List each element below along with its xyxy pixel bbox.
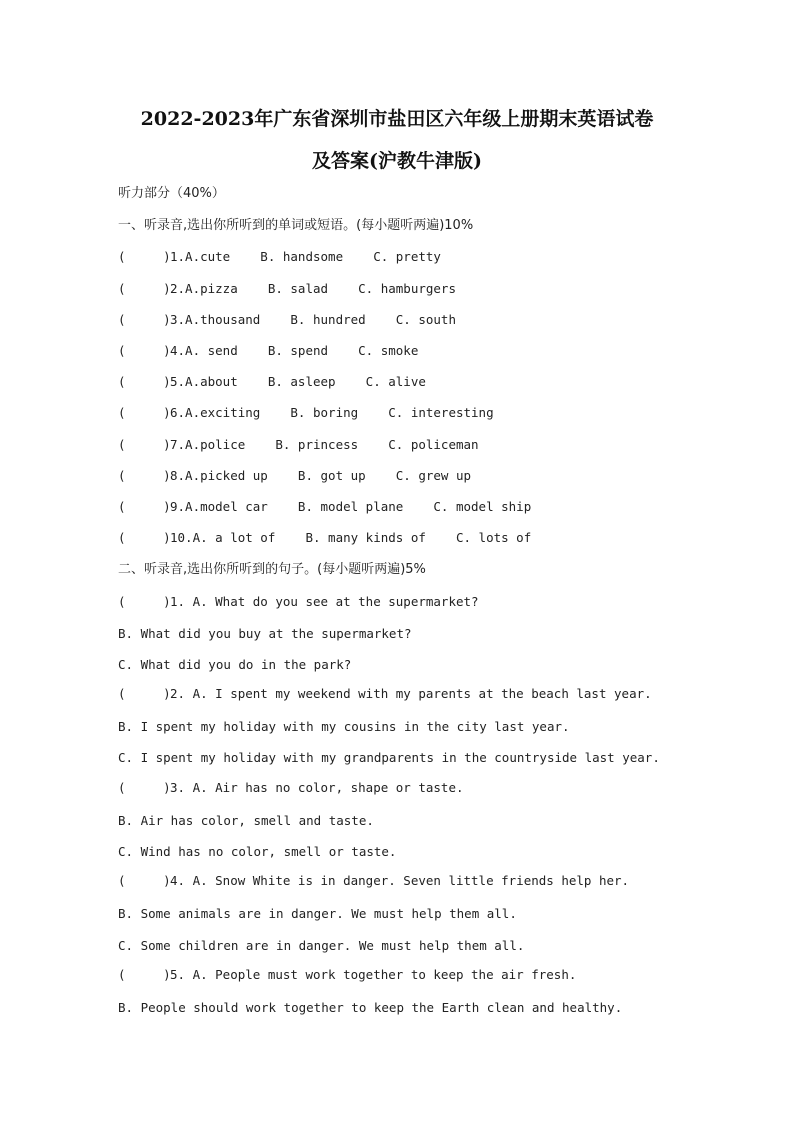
option-line: B. Some animals are in danger. We must help them all. xyxy=(118,906,517,921)
question-text: 3. A. Air has no color, shape or taste. xyxy=(170,780,464,795)
question-text: 2.A.pizza B. salad C. hamburgers xyxy=(170,281,456,296)
document-title-line2: 及答案(沪教牛津版) xyxy=(312,150,482,172)
document-title-line1: 2022-2023年广东省深圳市盐田区六年级上册期末英语试卷 xyxy=(140,108,654,130)
question-text: 8.A.picked up B. got up C. grew up xyxy=(170,468,472,483)
option-line: C. What did you do in the park? xyxy=(118,657,352,672)
answer-blank[interactable]: ( ) xyxy=(118,468,171,483)
answer-blank[interactable]: ( ) xyxy=(118,530,171,545)
option-line: B. People should work together to keep the Earth clean and healthy. xyxy=(118,1000,623,1015)
question-row xyxy=(118,407,494,420)
answer-blank[interactable]: ( ) xyxy=(118,873,171,888)
question-text: 4.A. send B. spend C. smoke xyxy=(170,343,419,358)
question-row xyxy=(118,596,479,609)
answer-blank[interactable]: ( ) xyxy=(118,499,171,514)
question-row xyxy=(118,501,531,514)
question-text: 3.A.thousand B. hundred C. south xyxy=(170,312,456,327)
option-line: C. Wind has no color, smell or taste. xyxy=(118,844,397,859)
question-text: 10.A. a lot of B. many kinds of C. lots of xyxy=(170,530,532,545)
question-row xyxy=(118,969,576,982)
question-row xyxy=(118,782,464,795)
answer-blank[interactable]: ( ) xyxy=(118,594,171,609)
answer-blank[interactable]: ( ) xyxy=(118,343,171,358)
question-row xyxy=(118,688,652,701)
question-row xyxy=(118,283,456,296)
answer-blank[interactable]: ( ) xyxy=(118,249,171,264)
part1-heading: 一、听录音,选出你所听到的单词或短语。(每小题听两遍)10% xyxy=(118,218,474,233)
question-text: 7.A.police B. princess C. policeman xyxy=(170,437,479,452)
answer-blank[interactable]: ( ) xyxy=(118,374,171,389)
section-listening-label: 听力部分（40%） xyxy=(118,186,225,201)
option-line: C. I spent my holiday with my grandparents in the countryside last year. xyxy=(118,750,660,765)
question-text: 1.A.cute B. handsome C. pretty xyxy=(170,249,441,264)
option-line: B. Air has color, smell and taste. xyxy=(118,813,374,828)
option-line: B. What did you buy at the supermarket? xyxy=(118,626,412,641)
question-row xyxy=(118,875,629,888)
question-row xyxy=(118,251,441,264)
question-row xyxy=(118,532,531,545)
question-row xyxy=(118,470,471,483)
question-text: 2. A. I spent my weekend with my parents at the beach last year. xyxy=(170,686,652,701)
question-text: 9.A.model car B. model plane C. model ship xyxy=(170,499,532,514)
question-text: 4. A. Snow White is in danger. Seven little friends help her. xyxy=(170,873,630,888)
option-line: C. Some children are in danger. We must help them all. xyxy=(118,938,525,953)
question-row xyxy=(118,314,456,327)
question-text: 5.A.about B. asleep C. alive xyxy=(170,374,426,389)
answer-blank[interactable]: ( ) xyxy=(118,780,171,795)
answer-blank[interactable]: ( ) xyxy=(118,967,171,982)
part2-heading: 二、听录音,选出你所听到的句子。(每小题听两遍)5% xyxy=(118,562,426,577)
question-row xyxy=(118,376,426,389)
answer-blank[interactable]: ( ) xyxy=(118,312,171,327)
question-text: 5. A. People must work together to keep the air fresh. xyxy=(170,967,577,982)
answer-blank[interactable]: ( ) xyxy=(118,686,171,701)
answer-blank[interactable]: ( ) xyxy=(118,437,171,452)
answer-blank[interactable]: ( ) xyxy=(118,281,171,296)
option-line: B. I spent my holiday with my cousins in the city last year. xyxy=(118,719,570,734)
question-row xyxy=(118,345,418,358)
question-row xyxy=(118,439,479,452)
question-text: 1. A. What do you see at the supermarket? xyxy=(170,594,479,609)
answer-blank[interactable]: ( ) xyxy=(118,405,171,420)
question-text: 6.A.exciting B. boring C. interesting xyxy=(170,405,494,420)
